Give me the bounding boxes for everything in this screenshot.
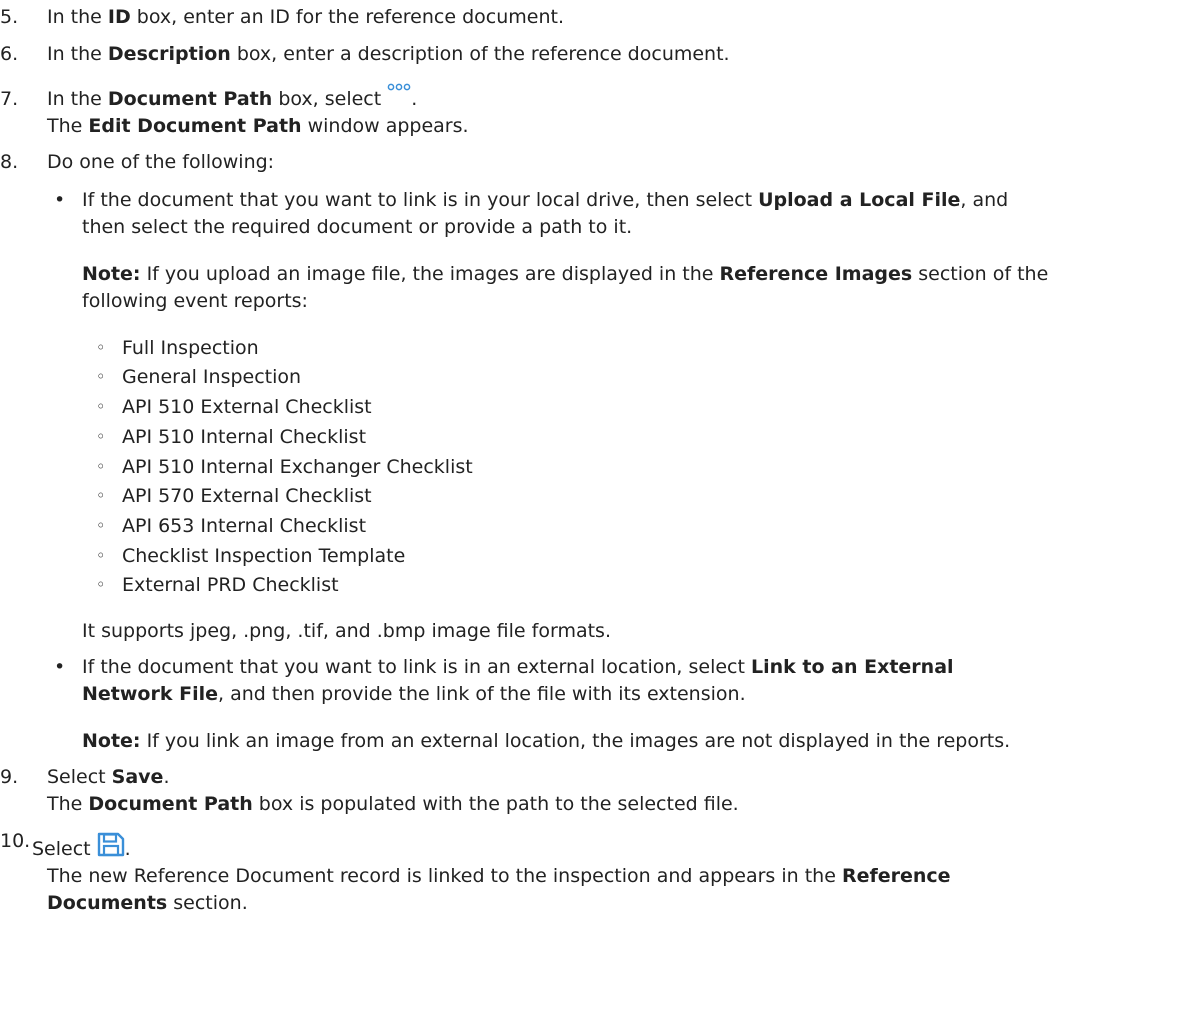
ellipsis-icon	[387, 87, 411, 111]
save-icon	[97, 829, 125, 861]
document-path-label: Document Path	[107, 88, 273, 110]
save-label: Save	[111, 766, 164, 788]
step-number: 9.	[0, 766, 19, 788]
description-box-label: Description	[107, 43, 231, 65]
link-external-option: Link to an External	[750, 656, 954, 678]
bullet-marker: •	[54, 189, 66, 211]
document-path-label: Document Path	[88, 793, 253, 815]
note-label: Note:	[82, 730, 141, 752]
step-number: 5.	[0, 6, 19, 28]
edit-document-path-label: Edit Document Path	[88, 115, 302, 137]
reference-label: Reference	[841, 865, 951, 887]
documents-label: Documents	[47, 892, 168, 914]
network-file-label: Network File	[82, 683, 218, 705]
id-box-label: ID	[107, 6, 131, 28]
step-number: 7.	[0, 88, 19, 110]
step-number: 6.	[0, 43, 19, 65]
bullet-marker: •	[54, 656, 66, 678]
step-number: 8.	[0, 151, 19, 173]
upload-local-file-option: Upload a Local File	[758, 189, 961, 211]
note-label: Note:	[82, 263, 141, 285]
reference-images-label: Reference Images	[719, 263, 913, 285]
step-number: 10.	[0, 830, 31, 852]
